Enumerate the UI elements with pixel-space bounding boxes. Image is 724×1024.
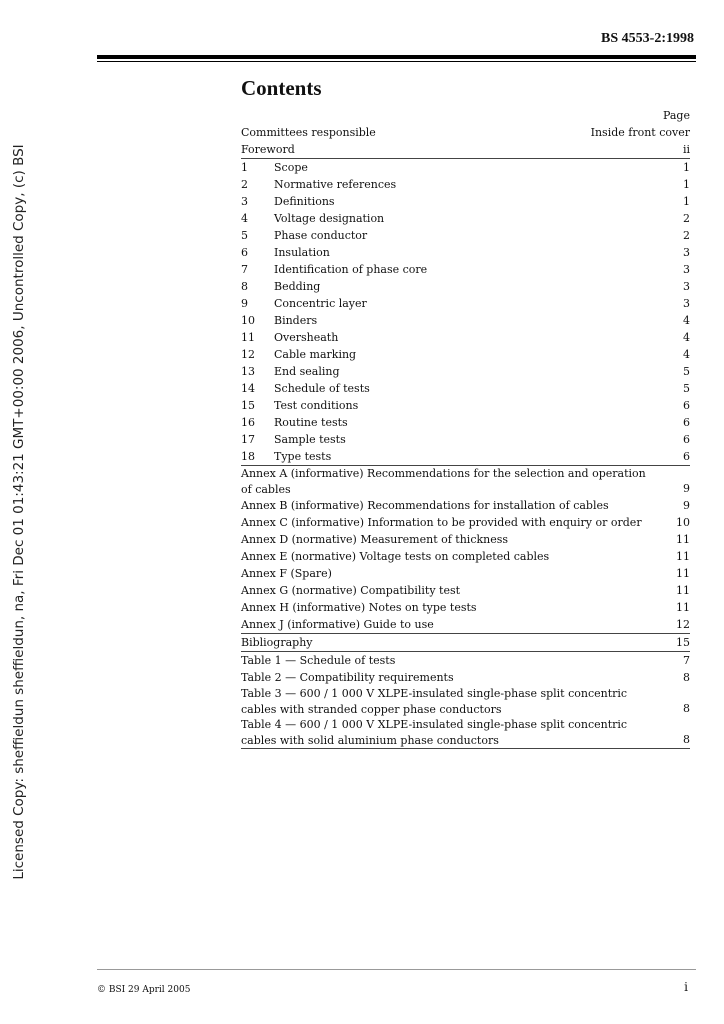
page-column-label: Page xyxy=(662,109,690,122)
toc-table[interactable] xyxy=(241,717,690,748)
toc-clause[interactable] xyxy=(241,363,690,380)
clause-number: 2 xyxy=(241,178,248,191)
clause-page: 5 xyxy=(683,365,690,378)
annex-page: 11 xyxy=(676,601,690,614)
clause-number: 3 xyxy=(241,195,248,208)
clause-page: 1 xyxy=(683,161,690,174)
annex-title: Annex E (normative) Voltage tests on completed cables xyxy=(241,550,550,563)
toc-clause[interactable] xyxy=(241,278,690,295)
toc-annex[interactable] xyxy=(241,514,690,531)
annex-title: Annex A (informative) Recommendations for the selection and operation of cables xyxy=(241,467,646,496)
tables-section xyxy=(241,651,690,748)
toc-clause[interactable] xyxy=(241,261,690,278)
toc-table[interactable] xyxy=(241,652,690,669)
clause-number: 4 xyxy=(241,212,248,225)
clause-number: 11 xyxy=(241,331,255,344)
toc-annex[interactable] xyxy=(241,565,690,582)
clause-number: 15 xyxy=(241,399,255,412)
toc-clause[interactable] xyxy=(241,227,690,244)
annex-page: 9 xyxy=(683,482,690,495)
annex-page: 10 xyxy=(676,516,690,529)
footer-page-number: i xyxy=(684,980,688,994)
annex-title: Annex C (informative) Information to be provided with enquiry or order xyxy=(241,516,642,529)
clause-number: 14 xyxy=(241,382,255,395)
toc-clause[interactable] xyxy=(241,244,690,261)
clause-title: Oversheath xyxy=(274,331,339,344)
header-rule-thin xyxy=(97,61,696,62)
annex-title: Annex F (Spare) xyxy=(241,567,332,580)
clause-page: 6 xyxy=(683,450,690,463)
toc-entry[interactable] xyxy=(241,141,690,158)
clause-page: 2 xyxy=(683,212,690,225)
table-title: Table 1 — Schedule of tests xyxy=(241,654,396,667)
toc-entry-text: Foreword xyxy=(241,143,295,156)
clause-number: 5 xyxy=(241,229,248,242)
preliminaries-section xyxy=(241,124,690,158)
contents-end-rule xyxy=(241,748,690,749)
header-rule xyxy=(97,55,696,59)
annex-page: 12 xyxy=(676,618,690,631)
standard-number: BS 4553-2:1998 xyxy=(601,31,694,46)
toc-clause[interactable] xyxy=(241,176,690,193)
annex-page: 9 xyxy=(683,499,690,512)
toc-clause[interactable] xyxy=(241,448,690,465)
clause-page: 3 xyxy=(683,263,690,276)
table-title: Table 2 — Compatibility requirements xyxy=(241,671,454,684)
clause-title: End sealing xyxy=(274,365,340,378)
clause-number: 10 xyxy=(241,314,255,327)
toc-entry-page: ii xyxy=(682,143,690,156)
toc-clause[interactable] xyxy=(241,159,690,176)
toc-annex[interactable] xyxy=(241,497,690,514)
toc-bibliography[interactable] xyxy=(241,634,690,651)
clause-number: 18 xyxy=(241,450,255,463)
license-watermark: Licensed Copy: sheffieldun sheffieldun, na, Fri Dec 01 01:43:21 GMT+00:00 2006, Uncontrolled Copy, (c) BSI xyxy=(11,144,27,880)
page-title: Contents xyxy=(241,76,322,100)
annex-title: Annex H (informative) Notes on type tests xyxy=(241,601,477,614)
annex-title: Annex D (normative) Measurement of thickness xyxy=(241,533,509,546)
toc-clause[interactable] xyxy=(241,312,690,329)
annex-page: 11 xyxy=(676,550,690,563)
clause-page: 5 xyxy=(683,382,690,395)
table-title: Table 4 — 600 / 1 000 V XLPE-insulated single-phase split concentric cables with solid aluminium phase conductors xyxy=(241,718,628,747)
toc-clause[interactable] xyxy=(241,431,690,448)
clause-page: 1 xyxy=(683,195,690,208)
annex-page: 11 xyxy=(676,567,690,580)
clause-title: Voltage designation xyxy=(274,212,385,225)
clauses-section xyxy=(241,158,690,465)
clause-title: Cable marking xyxy=(274,348,357,361)
annex-title: Annex B (informative) Recommendations for installation of cables xyxy=(241,499,609,512)
annex-title: Annex J (informative) Guide to use xyxy=(241,618,434,631)
clause-page: 4 xyxy=(683,331,690,344)
clause-page: 1 xyxy=(683,178,690,191)
table-of-contents xyxy=(241,107,690,749)
clause-page: 6 xyxy=(683,399,690,412)
clause-title: Scope xyxy=(274,161,308,174)
clause-title: Identification of phase core xyxy=(274,263,428,276)
toc-annex[interactable] xyxy=(241,531,690,548)
clause-number: 16 xyxy=(241,416,255,429)
table-page: 8 xyxy=(683,702,690,715)
clause-page: 4 xyxy=(683,348,690,361)
footer-copyright: © BSI 29 April 2005 xyxy=(97,985,191,995)
toc-clause[interactable] xyxy=(241,346,690,363)
clause-number: 12 xyxy=(241,348,255,361)
clause-page: 3 xyxy=(683,246,690,259)
clause-title: Definitions xyxy=(274,195,335,208)
annex-page: 11 xyxy=(676,533,690,546)
clause-number: 1 xyxy=(241,161,248,174)
bibliography-page: 15 xyxy=(676,636,690,649)
toc-clause[interactable] xyxy=(241,380,690,397)
toc-annex[interactable] xyxy=(241,599,690,616)
toc-annex[interactable] xyxy=(241,548,690,565)
toc-clause[interactable] xyxy=(241,193,690,210)
clause-page: 6 xyxy=(683,433,690,446)
clause-page: 3 xyxy=(683,297,690,310)
clause-title: Binders xyxy=(274,314,318,327)
toc-annex[interactable] xyxy=(241,582,690,599)
clause-number: 8 xyxy=(241,280,248,293)
clause-title: Bedding xyxy=(274,280,321,293)
footer-rule xyxy=(97,969,696,970)
toc-table[interactable] xyxy=(241,669,690,686)
clause-title: Routine tests xyxy=(274,416,348,429)
clause-number: 6 xyxy=(241,246,248,259)
annexes-section xyxy=(241,465,690,633)
toc-clause[interactable] xyxy=(241,210,690,227)
clause-title: Schedule of tests xyxy=(274,382,370,395)
toc-clause[interactable] xyxy=(241,295,690,312)
toc-entry[interactable] xyxy=(241,124,690,141)
table-title: Table 3 — 600 / 1 000 V XLPE-insulated single-phase split concentric cables with stranded copper phase conductors xyxy=(241,687,628,716)
clause-title: Concentric layer xyxy=(274,297,367,310)
annex-page: 11 xyxy=(676,584,690,597)
clause-page: 2 xyxy=(683,229,690,242)
clause-page: 6 xyxy=(683,416,690,429)
toc-table[interactable] xyxy=(241,686,690,717)
clause-title: Sample tests xyxy=(274,433,346,446)
clause-number: 7 xyxy=(241,263,248,276)
table-page: 8 xyxy=(683,733,690,746)
clause-title: Test conditions xyxy=(274,399,359,412)
clause-page: 3 xyxy=(683,280,690,293)
table-page: 8 xyxy=(683,671,690,684)
clause-title: Type tests xyxy=(274,450,332,463)
clause-number: 13 xyxy=(241,365,255,378)
toc-annex[interactable] xyxy=(241,466,690,497)
clause-number: 17 xyxy=(241,433,255,446)
toc-entry-text: Committees responsible xyxy=(241,126,376,139)
toc-clause[interactable] xyxy=(241,329,690,346)
clause-title: Insulation xyxy=(274,246,330,259)
clause-title: Phase conductor xyxy=(274,229,368,242)
clause-number: 9 xyxy=(241,297,248,310)
toc-entry-page: Inside front cover xyxy=(590,126,690,139)
annex-title: Annex G (normative) Compatibility test xyxy=(241,584,461,597)
bibliography-section xyxy=(241,633,690,651)
clause-page: 4 xyxy=(683,314,690,327)
bibliography-title: Bibliography xyxy=(241,636,313,649)
toc-clause[interactable] xyxy=(241,414,690,431)
clause-title: Normative references xyxy=(274,178,397,191)
toc-clause[interactable] xyxy=(241,397,690,414)
toc-annex[interactable] xyxy=(241,616,690,633)
table-page: 7 xyxy=(683,654,690,667)
